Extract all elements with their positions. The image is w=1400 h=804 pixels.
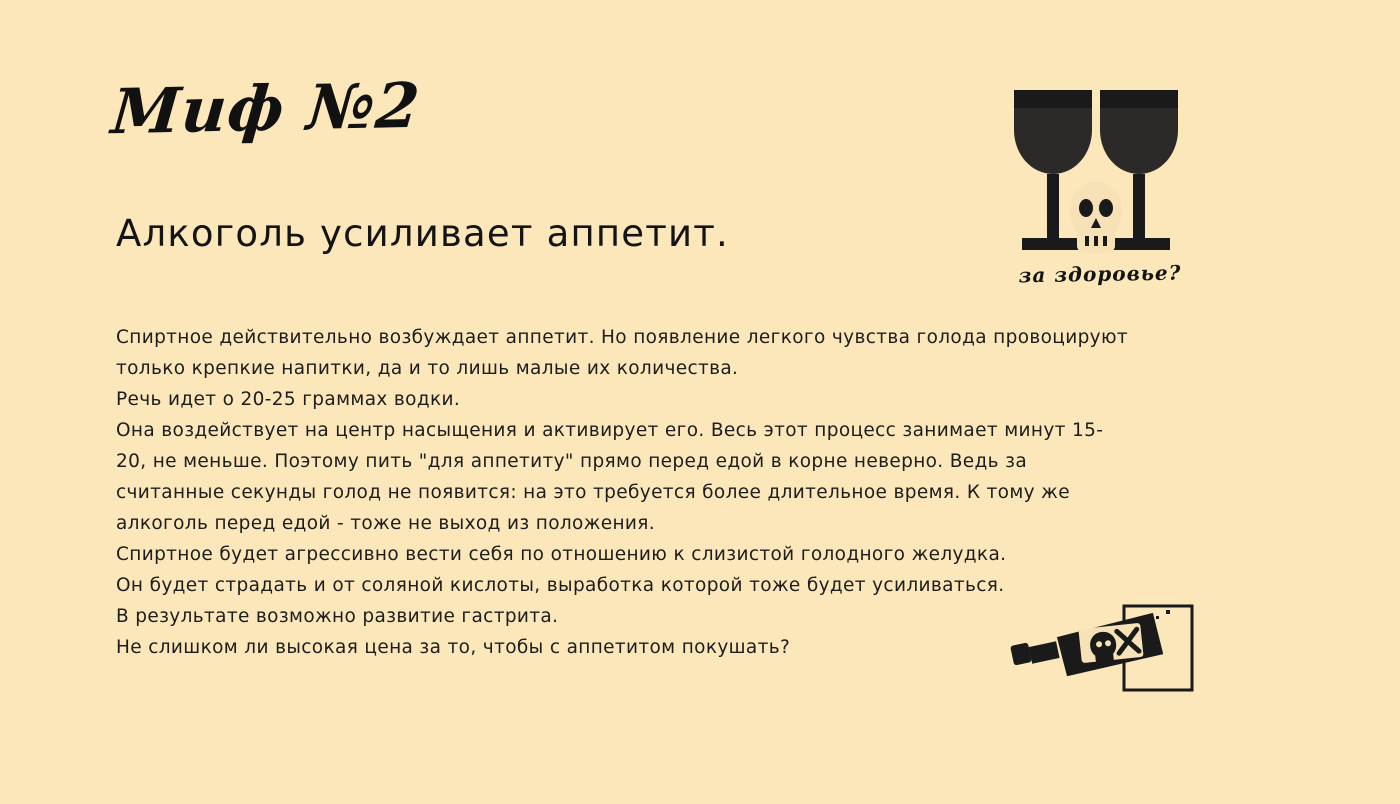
body-text-block xyxy=(116,322,1131,663)
poison-bottle-icon xyxy=(1006,600,1196,705)
page-title: Миф №2 xyxy=(108,68,424,149)
body-paragraph-6: В результате возможно развитие гастрита. xyxy=(116,606,559,627)
body-paragraph-7: Не слишком ли высокая цена за то, чтобы с аппетитом покушать? xyxy=(116,637,791,658)
slide-subtitle: Алкоголь усиливает аппетит. xyxy=(116,212,729,255)
glasses-caption: за здоровье? xyxy=(1018,260,1182,288)
body-paragraph-5: Он будет страдать и от соляной кислоты, выработка которой тоже будет усиливаться. xyxy=(116,575,1005,596)
body-paragraph-4: Спиртное будет агрессивно вести себя по отношению к слизистой голодного желудка. xyxy=(116,544,1007,565)
body-paragraph-1: Спиртное действительно возбуждает аппетит. Но появление легкого чувства голода провоцируют только крепкие напитки, да и то лишь малые их количества. xyxy=(116,327,1129,379)
body-paragraph-2: Речь идет о 20-25 граммах водки. xyxy=(116,389,461,410)
body-paragraph-3: Она воздействует на центр насыщения и активирует его. Весь этот процесс занимает минут 15-20, не меньше. Поэтому пить "для аппетиту" прямо перед едой в корне неверно. Ведь за считанные секунды голод не появится: на это требуется более длительное время. К тому же алкоголь перед едой - тоже не выход из положения. xyxy=(116,420,1104,534)
